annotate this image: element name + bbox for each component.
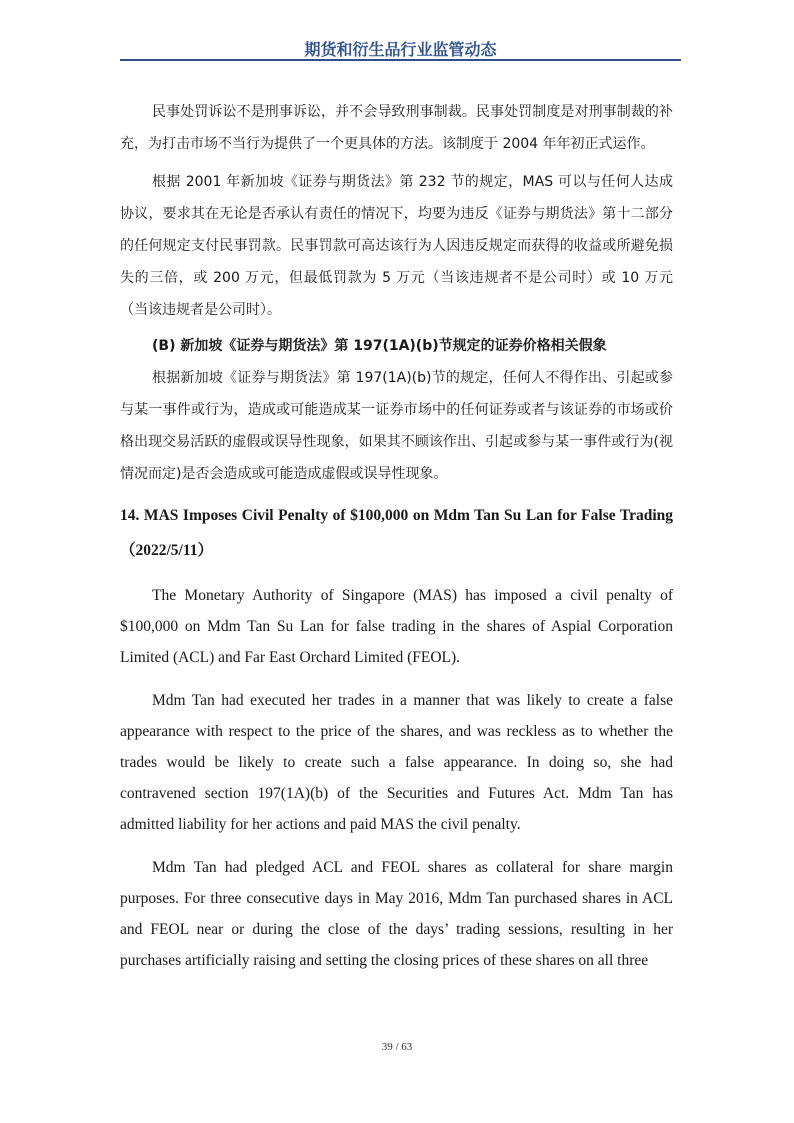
paragraph-mas-penalty: The Monetary Authority of Singapore (MAS) has imposed a civil penalty of $100,000 on Mdm Tan Su Lan for false trading in the shares of Aspial Corporation Limited (ACL) and Far East Orchard Limited (FEOL). — [120, 587, 673, 666]
paragraph-collateral: Mdm Tan had pledged ACL and FEOL shares as collateral for share margin purposes. For three consecutive days in May 2016, Mdm Tan purchased shares in ACL and FEOL near or during the close of the days’ trading sessions, resulting in her purchases artificially raising and setting the closing prices of these shares on all three — [120, 859, 673, 969]
paragraph-section-197: 根据新加坡《证券与期货法》第 197(1A)(b)节的规定，任何人不得作出、引起或参与某一事件或行为，造成或可能造成某一证券市场中的任何证券或者与该证券的市场或价格出现交易活跃的虚假或误导性现象，如果其不顾该作出、引起或参与某一事件或行为(视情况而定)是否会造成或可能造成虚假或误导性现象。 — [120, 370, 673, 482]
header-divider — [120, 59, 681, 61]
section-heading-b: (B) 新加坡《证券与期货法》第 197(1A)(b)节规定的证券价格相关假象 — [152, 338, 607, 354]
running-header-title: 期货和衍生品行业监管动态 — [304, 40, 497, 59]
paragraph-civil-penalty-nature: 民事处罚诉讼不是刑事诉讼，并不会导致刑事制裁。民事处罚制度是对刑事制裁的补充，为打击市场不当行为提供了一个更具体的方法。该制度于 2004 年年初正式运作。 — [120, 104, 673, 152]
paragraph-false-appearance: Mdm Tan had executed her trades in a manner that was likely to create a false appearance with respect to the price of the shares, and was reckless as to whether the trades would be likely to create such a false appearance. In doing so, she had contravened section 197(1A)(b) of the Securities and Futures Act. Mdm Tan has admitted liability for her actions and paid MAS the civil penalty. — [120, 692, 673, 833]
paragraph-section-232: 根据 2001 年新加坡《证券与期货法》第 232 节的规定，MAS 可以与任何人达成协议，要求其在无论是否承认有责任的情况下，均要为违反《证券与期货法》第十二部分的任何规定支付民事罚款。民事罚款可高达该行为人因违反规定而获得的收益或所避免损失的三倍，或 200 万元，但最低罚款为 5 万元（当该违规者不是公司时）或 10 万元（当该违规者是公司时）。 — [120, 174, 673, 318]
page-body — [120, 96, 673, 976]
page-number: 39 / 63 — [381, 1041, 413, 1053]
article-heading-14: 14. MAS Imposes Civil Penalty of $100,000 on Mdm Tan Su Lan for False Trading （2022/5/11） — [120, 507, 673, 559]
